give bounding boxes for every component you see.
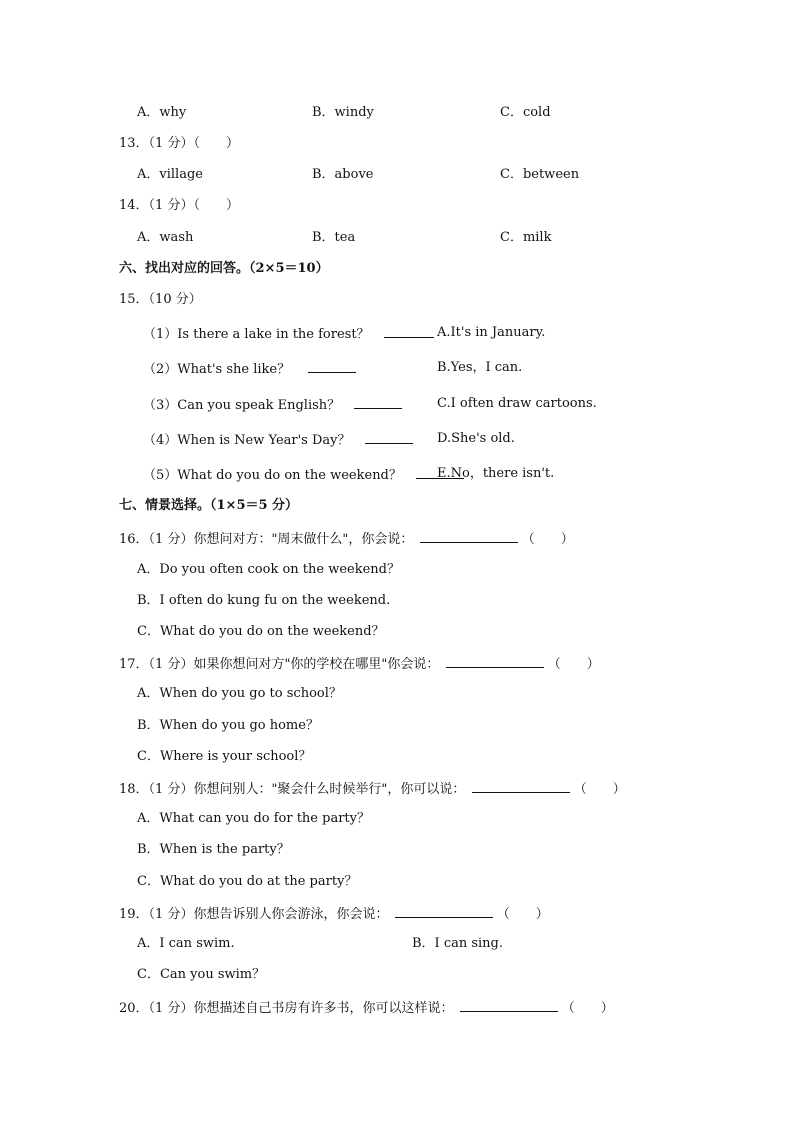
q15-question-4-text: （4）When is New Year's Day？ [143, 433, 351, 448]
q19-option-c: C．Can you swim？ [137, 967, 266, 982]
q20-stem [119, 999, 614, 1017]
q13-option-a: A．village [137, 167, 203, 182]
q14-option-b: B．tea [312, 230, 356, 245]
answer-blank[interactable] [472, 780, 570, 793]
q18-option-c: C．What do you do at the party？ [137, 874, 358, 889]
q15-question-1 [143, 325, 434, 343]
answer-blank[interactable] [354, 396, 402, 409]
q14-stem: 14．（1 分）（ ） [119, 198, 239, 213]
q18-option-b: B．When is the party？ [137, 842, 290, 857]
q13-option-b: B．above [312, 167, 374, 182]
section7-title: 七、情景选择。（1×5＝5 分） [119, 498, 299, 513]
q17-option-a: A．When do you go to school？ [137, 686, 342, 701]
q12-option-c: C．cold [500, 105, 551, 120]
q16-option-c: C．What do you do on the weekend？ [137, 624, 385, 639]
q15-answer-a: A.It's in January. [437, 325, 546, 340]
q17-paren: （ ） [547, 657, 600, 672]
q18-paren: （ ） [573, 782, 626, 797]
q19-option-a: A．I can swim. [137, 936, 235, 951]
q17-option-c: C．Where is your school？ [137, 749, 312, 764]
section6-title: 六、找出对应的回答。（2×5＝10） [119, 261, 329, 276]
q15-answer-d: D.She's old. [437, 431, 515, 446]
q18-stem [119, 780, 626, 798]
q12-option-b: B．windy [312, 105, 374, 120]
q15-answer-c: C.I often draw cartoons. [437, 396, 597, 411]
answer-blank[interactable] [446, 655, 544, 668]
q16-stem [119, 530, 574, 548]
answer-blank[interactable] [384, 325, 434, 338]
q19-stem [119, 905, 549, 923]
q20-stem-text: 20．（1 分）你想描述自己书房有许多书，你可以这样说： [119, 1001, 454, 1016]
q15-question-4 [143, 431, 413, 449]
q18-stem-text: 18．（1 分）你想问别人："聚会什么时候举行"，你可以说： [119, 782, 466, 797]
q15-question-3 [143, 396, 402, 414]
q16-option-a: A．Do you often cook on the weekend？ [137, 562, 400, 577]
q16-option-b: B．I often do kung fu on the weekend. [137, 593, 391, 608]
q16-stem-text: 16．（1 分）你想问对方："周末做什么"，你会说： [119, 532, 414, 547]
answer-blank[interactable] [420, 530, 518, 543]
q20-paren: （ ） [561, 1001, 614, 1016]
q15-question-5-text: （5）What do you do on the weekend？ [143, 468, 402, 483]
answer-blank[interactable] [308, 360, 356, 373]
q15-answer-e: E.No，there isn't. [437, 466, 555, 481]
q15-question-2 [143, 360, 356, 378]
q17-stem-text: 17．（1 分）如果你想问对方"你的学校在哪里"你会说： [119, 657, 440, 672]
q17-stem [119, 655, 600, 673]
q19-option-b: B．I can sing. [412, 936, 504, 951]
answer-blank[interactable] [460, 999, 558, 1012]
q14-option-c: C．milk [500, 230, 552, 245]
q15-question-1-text: （1）Is there a lake in the forest？ [143, 327, 370, 342]
q15-question-5 [143, 466, 464, 484]
q19-paren: （ ） [496, 907, 549, 922]
answer-blank[interactable] [395, 905, 493, 918]
q17-option-b: B．When do you go home？ [137, 718, 319, 733]
q19-stem-text: 19．（1 分）你想告诉别人你会游泳，你会说： [119, 907, 389, 922]
q15-question-2-text: （2）What's she like？ [143, 362, 291, 377]
q13-stem: 13．（1 分）（ ） [119, 136, 239, 151]
q13-option-c: C．between [500, 167, 580, 182]
q14-option-a: A．wash [137, 230, 194, 245]
q18-option-a: A．What can you do for the party？ [137, 811, 370, 826]
q15-answer-b: B.Yes，I can. [437, 360, 523, 375]
answer-blank[interactable] [365, 431, 413, 444]
q15-stem: 15．（10 分） [119, 292, 202, 307]
q16-paren: （ ） [521, 532, 574, 547]
q12-option-a: A．why [137, 105, 187, 120]
q15-question-3-text: （3）Can you speak English？ [143, 398, 341, 413]
